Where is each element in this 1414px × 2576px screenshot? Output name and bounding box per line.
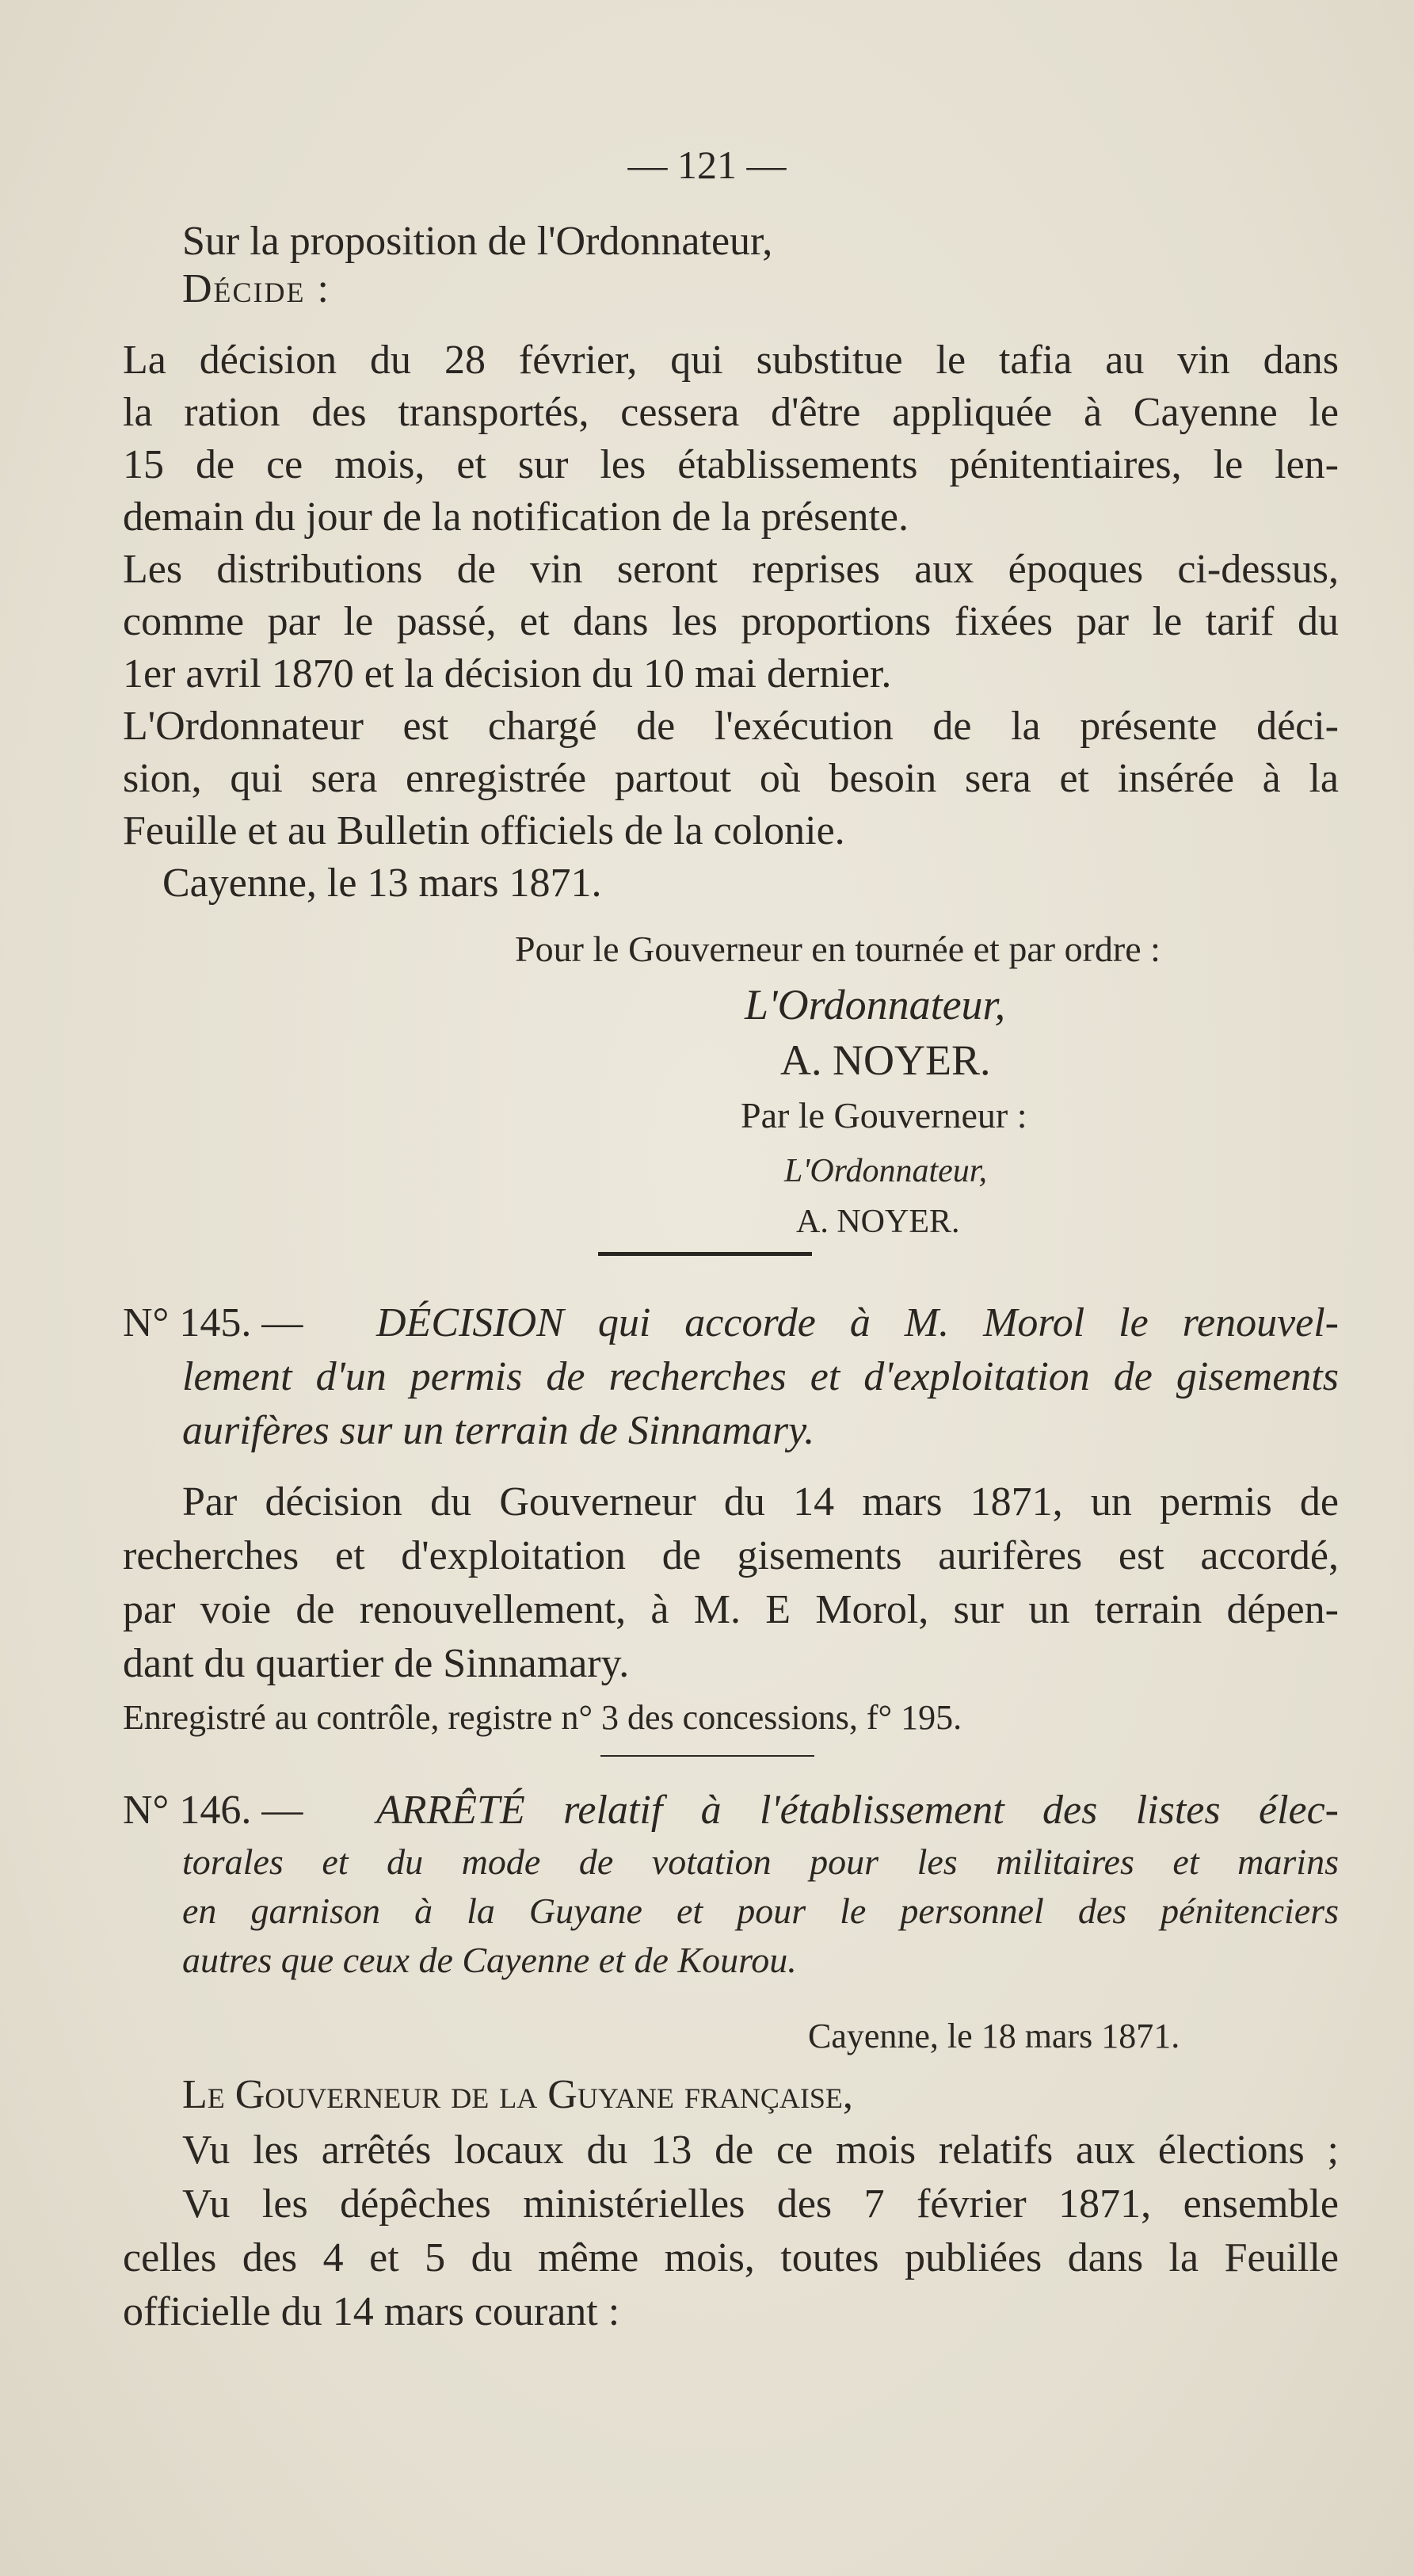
para3-line3: Feuille et au Bulletin officiels de la colonie. bbox=[123, 808, 845, 853]
intro-line: Sur la proposition de l'Ordonnateur, bbox=[182, 219, 773, 264]
para1-line2: la ration des transportés, cessera d'être appliquée à Cayenne le bbox=[123, 390, 1339, 435]
date-line-1: Cayenne, le 13 mars 1871. bbox=[162, 861, 602, 906]
arrete-heading-line3: en garnison à la Guyane et pour le personnel des pénitenciers bbox=[182, 1891, 1339, 1931]
para1-line3: 15 de ce mois, et sur les établissements pénitentiaires, le len- bbox=[123, 442, 1339, 487]
signature-line-1: Pour le Gouverneur en tournée et par ordre : bbox=[515, 929, 1161, 969]
decision-body-line3: par voie de renouvellement, à M. E Morol, sur un terrain dépen- bbox=[123, 1587, 1339, 1632]
decision-heading-line2: lement d'un permis de recherches et d'exploitation de gisements bbox=[182, 1354, 1339, 1399]
para2-line1: Les distributions de vin seront reprises aux époques ci-dessus, bbox=[123, 547, 1339, 592]
arrete-heading-line2: torales et du mode de votation pour les militaires et marins bbox=[182, 1841, 1339, 1882]
signature-line-4: Par le Gouverneur : bbox=[741, 1095, 1027, 1135]
vu-line-3: celles des 4 et 5 du même mois, toutes publiées dans la Feuille bbox=[123, 2235, 1339, 2280]
arrete-heading-line1: ARRÊTÉ relatif à l'établissement des listes élec- bbox=[376, 1788, 1339, 1833]
decision-body-line4: dant du quartier de Sinnamary. bbox=[123, 1641, 630, 1686]
decide-heading: Décide : bbox=[182, 266, 330, 311]
vu-line-1: Vu les arrêtés locaux du 13 de ce mois relatifs aux élections ; bbox=[182, 2128, 1339, 2173]
signature-line-6: A. NOYER. bbox=[796, 1204, 960, 1240]
para3-line2: sion, qui sera enregistrée partout où besoin sera et insérée à la bbox=[123, 756, 1339, 801]
section-divider-2 bbox=[600, 1755, 814, 1757]
registration-note: Enregistré au contrôle, registre n° 3 des concessions, f° 195. bbox=[123, 1698, 962, 1737]
decision-body-line1: Par décision du Gouverneur du 14 mars 1871, un permis de bbox=[182, 1479, 1339, 1525]
para2-line2: comme par le passé, et dans les proportions fixées par le tarif du bbox=[123, 599, 1339, 644]
para2-line3: 1er avril 1870 et la décision du 10 mai dernier. bbox=[123, 651, 892, 696]
para3-line1: L'Ordonnateur est chargé de l'exécution de la présente déci- bbox=[123, 704, 1339, 749]
signature-line-5: L'Ordonnateur, bbox=[784, 1153, 987, 1189]
decision-body-line2: recherches et d'exploitation de gisements aurifères est accordé, bbox=[123, 1533, 1339, 1578]
decision-heading-line1: DÉCISION qui accorde à M. Morol le renouvel- bbox=[376, 1300, 1339, 1345]
signature-line-3: A. NOYER. bbox=[780, 1036, 991, 1084]
vu-line-2: Vu les dépêches ministérielles des 7 février 1871, ensemble bbox=[182, 2181, 1339, 2227]
page-number: — 121 — bbox=[627, 143, 787, 187]
arrete-date: Cayenne, le 18 mars 1871. bbox=[808, 2017, 1180, 2055]
arrete-heading-line4: autres que ceux de Cayenne et de Kourou. bbox=[182, 1940, 797, 1980]
governor-line: Le Gouverneur de la Guyane française, bbox=[182, 2072, 853, 2117]
section-divider-1 bbox=[598, 1252, 812, 1256]
decision-number: N° 145. — bbox=[123, 1300, 303, 1345]
signature-line-2: L'Ordonnateur, bbox=[745, 981, 1006, 1028]
vu-line-4: officielle du 14 mars courant : bbox=[123, 2289, 620, 2334]
decision-heading-line3: aurifères sur un terrain de Sinnamary. bbox=[182, 1408, 815, 1453]
para1-line4: demain du jour de la notification de la présente. bbox=[123, 494, 909, 540]
arrete-number: N° 146. — bbox=[123, 1788, 303, 1833]
para1-line1: La décision du 28 février, qui substitue le tafia au vin dans bbox=[123, 338, 1339, 383]
